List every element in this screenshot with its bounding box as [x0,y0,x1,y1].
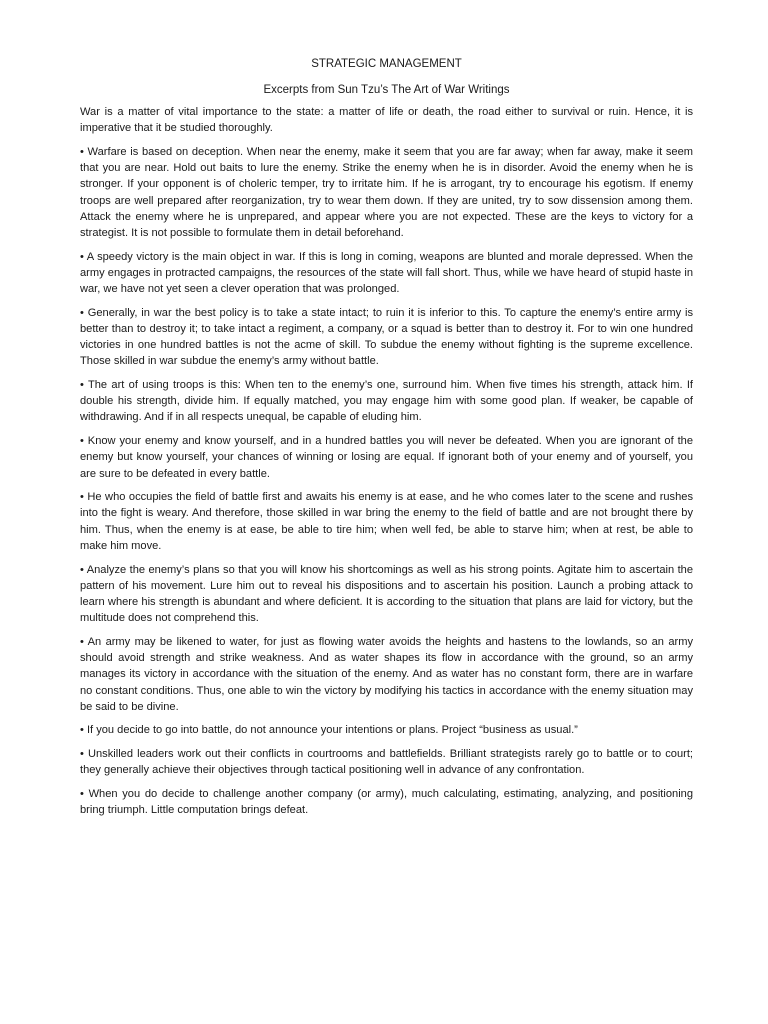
document-subtitle: Excerpts from Sun Tzu’s The Art of War Writings [263,84,510,96]
paragraph-go-into-battle: • If you decide to go into battle, do not announce your intentions or plans. Project “business as usual.” [80,724,578,737]
document-title: STRATEGIC MANAGEMENT [311,58,462,70]
paragraph-challenge-company: • When you do decide to challenge another company (or army), much calculating, estimating, analyzing, and positioning bring triumph. Little computation brings defeat. [80,788,693,817]
paragraph-analyze-plans: • Analyze the enemy’s plans so that you will know his shortcomings as well as his strong points. Agitate him to ascertain the pattern of his movement. Lure him out to reveal his dispositions and to ascertain his position. Launch a probing attack to learn where his strength is abundant and where deficient. It is according to the situation that plans are laid for victory, but the multitude does not comprehend this. [80,563,693,625]
paragraph-like-water: • An army may be likened to water, for just as flowing water avoids the heights and hastens to the lowlands, so an army should avoid strength and strike weakness. And as water shapes its flow in accordance with the ground, so an army manages its victory in accordance with the situation of the enemy. And as water has no constant form, there are in warfare no constant conditions. Thus, one able to win the victory by modifying his tactics in accordance with the enemy situation may be said to be divine. [80,635,693,713]
document-page [80,56,693,826]
paragraph-unskilled-leaders: • Unskilled leaders work out their conflicts in courtrooms and battlefields. Brilliant strategists rarely go to battle or to court; they generally achieve their objectives through tactical positioning well in advance of any confrontation. [80,748,693,777]
paragraph-know-your-enemy: • Know your enemy and know yourself, and in a hundred battles you will never be defeated. When you are ignorant of the enemy but know yourself, your chances of winning or losing are equal. If ignorant both of your enemy and of yourself, you are sure to be defeated in every battle. [80,435,693,480]
paragraph-speedy-victory: • A speedy victory is the main object in war. If this is long in coming, weapons are blunted and morale depressed. When the army engages in protracted campaigns, the resources of the state will fall short. Thus, while we have heard of stupid haste in war, we have not yet seen a clever operation that was prolonged. [80,250,693,296]
paragraph-deception: • Warfare is based on deception. When near the enemy, make it seem that you are far away; when far away, make it seem that you are near. Hold out baits to lure the enemy. Strike the enemy when he is in disorder. Avoid the enemy when he is stronger. If your opponent is of choleric temper, try to irritate him. If he is arrogant, try to encourage his egotism. If enemy troops are well prepared after reorganization, try to wear them down. If they are united, try to sow dissension among them. Attack the enemy where he is unprepared, and appear where you are not expected. These are the keys to victory for a strategist. It is not possible to formulate them in detail beforehand. [80,145,693,239]
paragraph-state-intact: • Generally, in war the best policy is to take a state intact; to ruin it is inferior to this. To capture the enemy’s entire army is better than to destroy it; to take intact a regiment, a company, or a squad is better than to destroy it. For to win one hundred victories in one hundred battles is not the acme of skill. To subdue the enemy without fighting is the supreme excellence. Those skilled in war subdue the enemy’s army without battle. [80,306,693,368]
paragraph-field-of-battle: • He who occupies the field of battle first and awaits his enemy is at ease, and he who comes later to the scene and rushes into the fight is weary. And therefore, those skilled in war bring the enemy to the field of battle and are not brought there by him. Thus, when the enemy is at ease, be able to tire him; when well fed, be able to starve him; when at rest, be able to make him move. [80,491,693,552]
intro-paragraph: War is a matter of vital importance to the state: a matter of life or death, the road either to survival or ruin. Hence, it is imperative that it be studied thoroughly. [80,106,693,135]
paragraph-using-troops: • The art of using troops is this: When ten to the enemy’s one, surround him. When five times his strength, attack him. If double his strength, divide him. If equally matched, you may engage him with some good plan. If weaker, be capable of withdrawing. And if in all respects unequal, be capable of eluding him. [80,379,693,424]
